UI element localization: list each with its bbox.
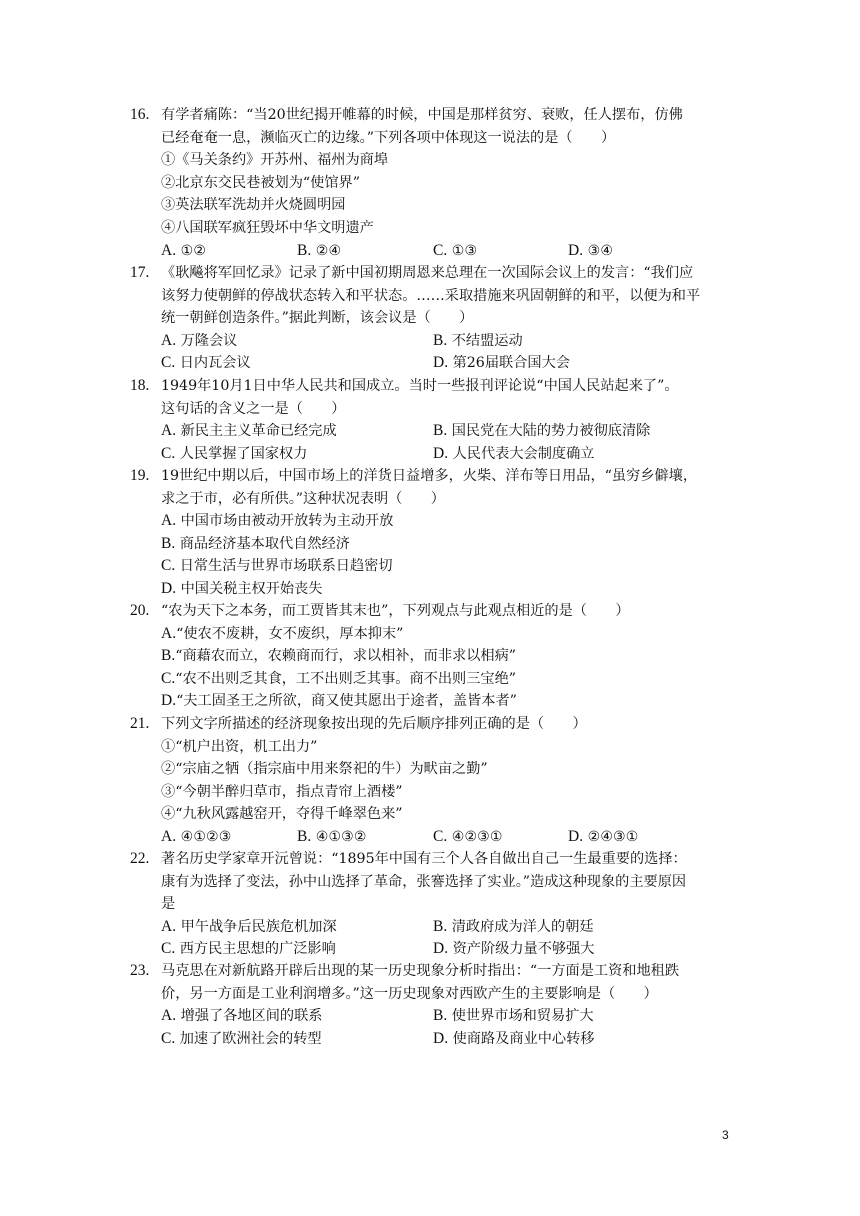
statement-item: ③“今朝半醉归草市，指点青帘上酒楼” (161, 783, 403, 800)
question-stem: 马克思在对新航路开辟后出现的某一历史现象分析时指出：“一方面是工资和地租跌 (161, 963, 680, 979)
question-stem: 19世纪中期以后，中国市场上的洋货日益增多，火柴、洋布等日用品，“虽穷乡僻壤， (161, 468, 698, 484)
question-17 (130, 262, 730, 375)
question-stem: 是 (161, 896, 176, 913)
option-b[interactable]: B.“商藉农而立，农赖商而行，求以相补，而非求以相病” (161, 647, 517, 665)
statement-item: ①《马关条约》开苏州、福州为商埠 (161, 152, 389, 169)
option-d[interactable]: D. 中国关税主权开始丧失 (161, 579, 323, 597)
question-stem: 1949年10月1日中华人民共和国成立。当时一些报刊评论说“中国人民站起来了”。 (161, 378, 679, 394)
option-a[interactable]: A. ①② (161, 241, 207, 259)
statement-item: ④八国联军疯狂毁坏中华文明遗产 (161, 219, 374, 236)
option-d[interactable]: D. 使商路及商业中心转移 (433, 1029, 595, 1047)
question-stem: 求之于市，必有所供。”这种状况表明（ ） (161, 490, 445, 507)
question-number: 18. (130, 377, 150, 394)
option-d[interactable]: D. 资产阶级力量不够强大 (433, 940, 595, 958)
option-c[interactable]: C. 西方民主思想的广泛影响 (161, 940, 336, 958)
option-a[interactable]: A. 甲午战争后民族危机加深 (161, 917, 337, 935)
option-c[interactable]: C.“农不出则乏其食，工不出则乏其事。商不出则三宝绝” (161, 669, 517, 687)
statement-item: ④“九秋风露越窑开，夺得千峰翠色来” (161, 806, 403, 823)
option-a[interactable]: A.“使农不废耕，女不废织，厚本抑末” (161, 624, 404, 642)
page-number: 3 (722, 1128, 729, 1142)
options-row (130, 352, 730, 375)
option-b[interactable]: B. 清政府成为洋人的朝廷 (433, 917, 594, 935)
question-number: 23. (130, 962, 150, 979)
option-b[interactable]: B. 商品经济基本取代自然经济 (161, 534, 350, 552)
options-row (130, 420, 730, 443)
option-b[interactable]: B. 国民党在大陆的势力被彻底清除 (433, 422, 651, 440)
option-c[interactable]: C. ④②③① (433, 827, 503, 845)
statement-item: ①“机户出资，机工出力” (161, 738, 318, 755)
option-a[interactable]: A. ④①②③ (161, 827, 232, 845)
option-b[interactable]: B. 使世界市场和贸易扩大 (433, 1007, 594, 1025)
options-row (130, 1028, 730, 1051)
question-stem: 有学者痛陈：“当20世纪揭开帷幕的时候，中国是那样贫穷、衰败，任人摆布，仿佛 (161, 107, 683, 123)
option-c[interactable]: C. 加速了欧洲社会的转型 (161, 1029, 322, 1047)
option-d[interactable]: D.“夫工固圣王之所欲，商又使其愿出于途者，盖皆本者” (161, 692, 517, 710)
option-c[interactable]: C. 人民掌握了国家权力 (161, 444, 308, 462)
question-23 (130, 960, 730, 1050)
option-a[interactable]: A. 万隆会议 (161, 331, 238, 349)
option-b[interactable]: B. ②④ (297, 241, 342, 259)
option-c[interactable]: C. 日内瓦会议 (161, 354, 251, 372)
question-stem: 价，另一方面是工业利润增多。”这一历史现象对西欧产生的主要影响是（ ） (161, 985, 658, 1002)
question-number: 20. (130, 602, 150, 619)
options-row (130, 1005, 730, 1028)
options-row (130, 938, 730, 961)
question-number: 22. (130, 850, 150, 867)
question-stem: 著名历史学家章开沅曾说：“1895年中国有三个人各自做出自己一生最重要的选择： (161, 851, 687, 867)
question-16 (130, 104, 730, 262)
question-stem: 统一朝鲜创造条件。”据此判断，该会议是（ ） (161, 310, 474, 327)
statement-item: ③英法联军洗劫并火烧圆明园 (161, 197, 346, 214)
options-row (130, 826, 730, 849)
question-21 (130, 713, 730, 849)
options-row (130, 916, 730, 939)
option-b[interactable]: B. ④①③② (297, 827, 367, 845)
option-a[interactable]: A. 中国市场由被动开放转为主动开放 (161, 512, 394, 530)
option-d[interactable]: D. ②④③① (568, 827, 639, 845)
question-stem: 下列文字所描述的经济现象按出现的先后顺序排列正确的是（ ） (161, 716, 587, 732)
option-d[interactable]: D. ③④ (568, 241, 614, 259)
question-stem: 《耿飚将军回忆录》记录了新中国初期周恩来总理在一次国际会议上的发言：“我们应 (161, 265, 694, 281)
question-19 (130, 465, 730, 601)
statement-item: ②北京东交民巷被划为“使馆界” (161, 174, 360, 191)
question-number: 17. (130, 264, 150, 281)
statement-item: ②“宗庙之牺（指宗庙中用来祭祀的牛）为畎亩之勤” (161, 761, 488, 778)
option-d[interactable]: D. 第26届联合国大会 (433, 354, 570, 372)
question-number: 21. (130, 715, 150, 732)
question-22 (130, 848, 730, 961)
question-stem: 这句话的含义之一是（ ） (161, 400, 346, 417)
option-b[interactable]: B. 不结盟运动 (433, 331, 523, 349)
question-18 (130, 375, 730, 465)
option-c[interactable]: C. ①③ (433, 241, 478, 259)
question-stem: “农为天下之本务，而工贾皆其末也”，下列观点与此观点相近的是（ ） (161, 603, 630, 619)
option-c[interactable]: C. 日常生活与世界市场联系日趋密切 (161, 557, 393, 575)
options-row (130, 443, 730, 466)
options-row (130, 240, 730, 263)
question-number: 19. (130, 467, 150, 484)
question-stem: 已经奄奄一息，濒临灭亡的边缘。”下列各项中体现这一说法的是（ ） (161, 129, 616, 146)
option-d[interactable]: D. 人民代表大会制度确立 (433, 444, 595, 462)
option-a[interactable]: A. 新民主主义革命已经完成 (161, 422, 337, 440)
option-a[interactable]: A. 增强了各地区间的联系 (161, 1007, 323, 1025)
question-stem: 康有为选择了变法，孙中山选择了革命，张謇选择了实业。”造成这种现象的主要原因 (161, 873, 687, 890)
options-row (130, 330, 730, 353)
question-20 (130, 600, 730, 713)
question-stem: 该努力使朝鲜的停战状态转入和平状态。……采取措施来巩固朝鲜的和平，以便为和平 (161, 287, 701, 304)
question-number: 16. (130, 106, 150, 123)
